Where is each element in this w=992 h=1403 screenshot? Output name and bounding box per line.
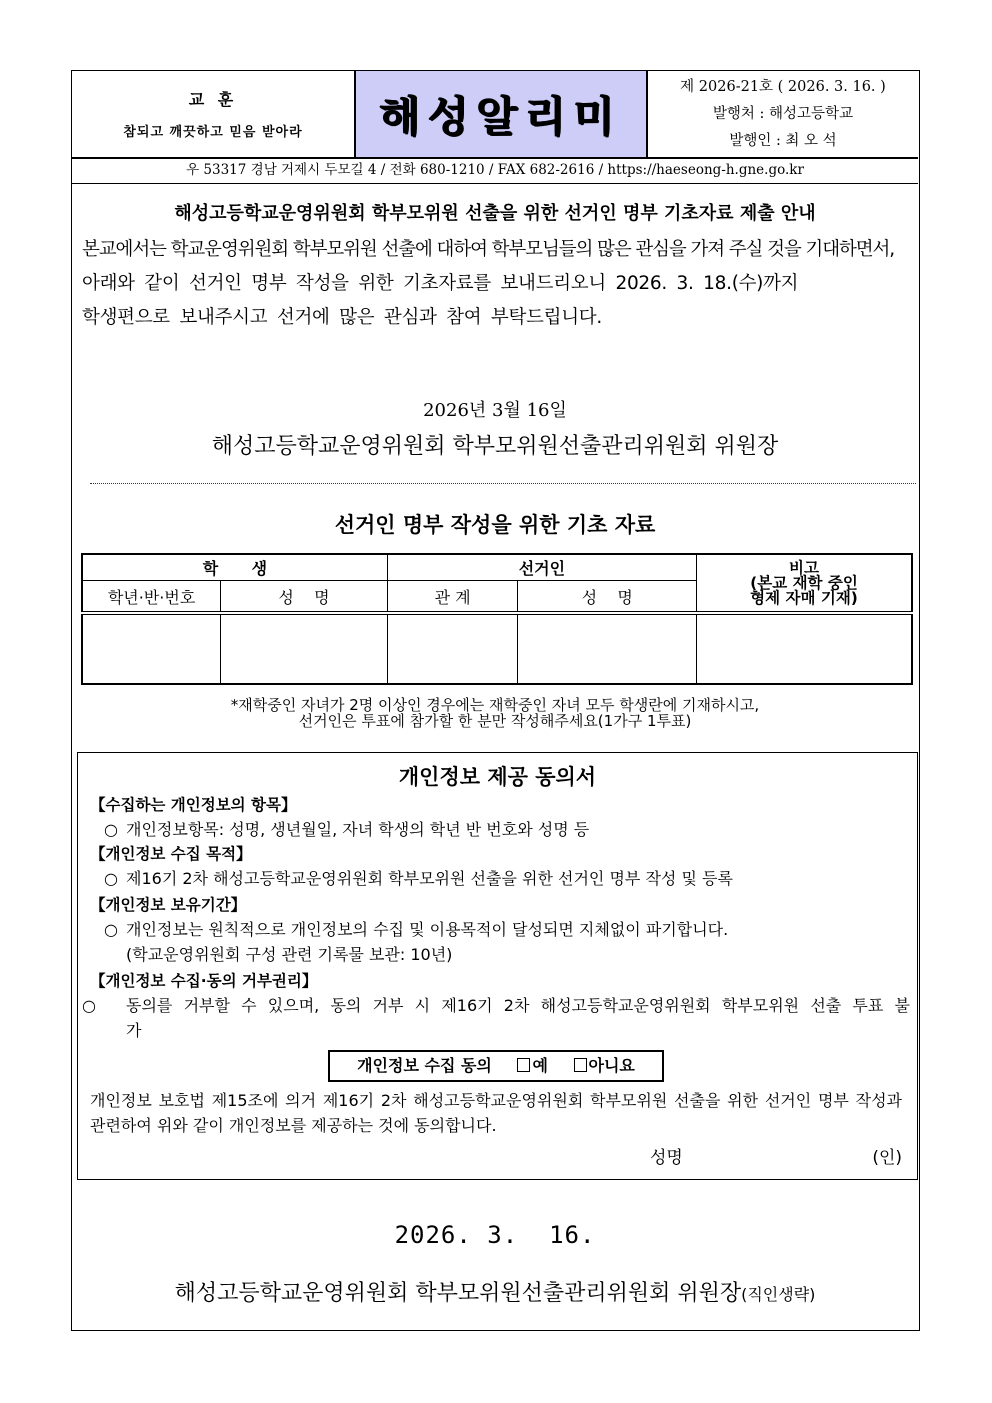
voter-roster-table — [81, 553, 913, 685]
paragraph-line: 아래와 같이 선거인 명부 작성을 위한 기초자료를 보내드리오니 2026. 3. 18.(수)까지 — [82, 273, 799, 294]
note-header-line: (본교 재학 중인 — [750, 573, 858, 592]
issuer: 발행인 : 최 오 석 — [729, 133, 837, 149]
agree-yes-option[interactable]: 예 — [517, 1056, 547, 1075]
section-heading: 【개인정보 수집·동의 거부권리】 — [90, 972, 318, 990]
footer-date: 2026. 3. 16. — [394, 1221, 596, 1249]
checkbox-no[interactable] — [574, 1058, 587, 1072]
publisher: 발행처 : 해성고등학교 — [712, 106, 854, 122]
group-header-voter: 선거인 — [387, 554, 696, 581]
table-group-header-row — [82, 554, 912, 581]
section-heading: 【개인정보 보유기간】 — [90, 896, 247, 914]
section-heading: 【수집하는 개인정보의 항목】 — [90, 796, 297, 814]
circle-bullet-icon: ○ — [82, 996, 96, 1015]
col-header-relationship: 관 계 — [387, 581, 518, 614]
col-header-grade-class-number: 학년·반·번호 — [82, 581, 221, 614]
paragraph-line: 본교에서는 학교운영위원회 학부모위원 선출에 대하여 학부모님들의 많은 관심을 가져 주실 것을 기대하면서, — [82, 239, 895, 260]
section-item: ○ 개인정보항목: 성명, 생년월일, 자녀 학생의 학년 반 번호와 성명 등 — [90, 817, 910, 842]
school-motto — [72, 71, 356, 157]
seal-omitted-note: (직인생략) — [741, 1285, 816, 1304]
note-header-line: 비고 — [789, 558, 819, 577]
section-item: ○ 제16기 2차 해성고등학교운영위원회 학부모위원 선출을 위한 선거인 명부 작성 및 등록 — [90, 866, 910, 891]
consent-form — [77, 752, 918, 1180]
newsletter-page — [71, 70, 920, 1331]
notice-title: 해성고등학교운영위원회 학부모위원 선출을 위한 선거인 명부 기초자료 제출 안내 — [174, 203, 816, 224]
motto-text: 참되고 깨끗하고 믿음 받아라 — [123, 125, 303, 140]
form-footnote — [72, 697, 918, 729]
note-header-line: 형제 자매 기재) — [750, 588, 858, 607]
notice-date: 2026년 3월 16일 — [423, 400, 567, 421]
paragraph-line: 학생편으로 보내주시고 선거에 많은 관심과 참여 부탁드립니다. — [82, 307, 602, 328]
voter-name-cell[interactable] — [518, 613, 697, 684]
footnote-line: *재학중인 자녀가 2명 이상인 경우에는 재학중인 자녀 모두 학생란에 기재하시고, — [230, 696, 760, 714]
note-header — [697, 554, 912, 613]
newsletter-header — [72, 71, 918, 159]
newsletter-title: 해성알리미 — [379, 92, 623, 141]
form-title: 선거인 명부 작성을 위한 기초 자료 — [334, 513, 656, 537]
issue-info — [648, 71, 918, 157]
circle-bullet-icon: ○ — [104, 820, 118, 839]
col-header-student-name: 성 명 — [221, 581, 388, 614]
consent-title: 개인정보 제공 동의서 — [398, 765, 597, 789]
circle-bullet-icon: ○ — [104, 869, 118, 888]
consent-section-refusal — [82, 969, 910, 1043]
checkbox-yes[interactable] — [517, 1058, 530, 1072]
signature-label: 성명 — [650, 1148, 683, 1168]
issue-number: 제 2026-21호 ( 2026. 3. 16. ) — [680, 79, 886, 95]
consent-signature-row — [90, 1143, 902, 1168]
table-row — [82, 613, 912, 684]
consent-section-items — [90, 793, 910, 842]
grade-class-number-cell[interactable] — [82, 613, 221, 684]
footnote-line: 선거인은 투표에 참가할 한 분만 작성해주세요(1가구 1투표) — [298, 712, 692, 730]
notice-paragraph — [82, 233, 912, 335]
consent-section-purpose — [90, 842, 910, 891]
section-item-continuation: (학교운영위원회 구성 관련 기록물 보관: 10년) — [126, 945, 453, 964]
cut-line-divider — [90, 483, 916, 484]
section-item: ○ 동의를 거부할 수 있으며, 동의 거부 시 제16기 2차 해성고등학교운영위원회 학부모위원 선출 투표 불가 — [90, 993, 910, 1043]
newsletter-title-box — [356, 71, 648, 157]
consent-section-retention — [90, 893, 910, 967]
address-bar: 우 53317 경남 거제시 두모길 4 / 전화 680-1210 / FAX 682-2616 / https://haeseong-h.gne.go.kr — [72, 157, 918, 184]
section-item: ○ 개인정보는 원칙적으로 개인정보의 수집 및 이용목적이 달성되면 지체없이 파기합니다. — [90, 917, 910, 942]
notice-signatory: 해성고등학교운영위원회 학부모위원선출관리위원회 위원장 — [211, 434, 779, 459]
agree-no-option[interactable]: 아니요 — [574, 1056, 635, 1075]
col-header-voter-name: 성 명 — [518, 581, 697, 614]
relationship-cell[interactable] — [387, 613, 518, 684]
motto-label: 교 훈 — [188, 90, 238, 109]
section-heading: 【개인정보 수집 목적】 — [90, 845, 252, 863]
footer-signatory: 해성고등학교운영위원회 학부모위원선출관리위원회 위원장(직인생략) — [174, 1281, 816, 1306]
note-cell[interactable] — [697, 613, 912, 684]
consent-statement: 개인정보 보호법 제15조에 의거 제16기 2차 해성고등학교운영위원회 학부모위원 선출을 위한 선거인 명부 작성과 관련하여 위와 같이 개인정보를 제공하는 것에 동의합니다. — [90, 1091, 902, 1135]
group-header-student: 학 생 — [82, 554, 387, 581]
consent-agree-box — [328, 1050, 664, 1082]
student-name-cell[interactable] — [221, 613, 388, 684]
agree-label: 개인정보 수집 동의 — [357, 1056, 492, 1075]
seal-label: (인) — [872, 1148, 902, 1168]
circle-bullet-icon: ○ — [104, 920, 118, 939]
